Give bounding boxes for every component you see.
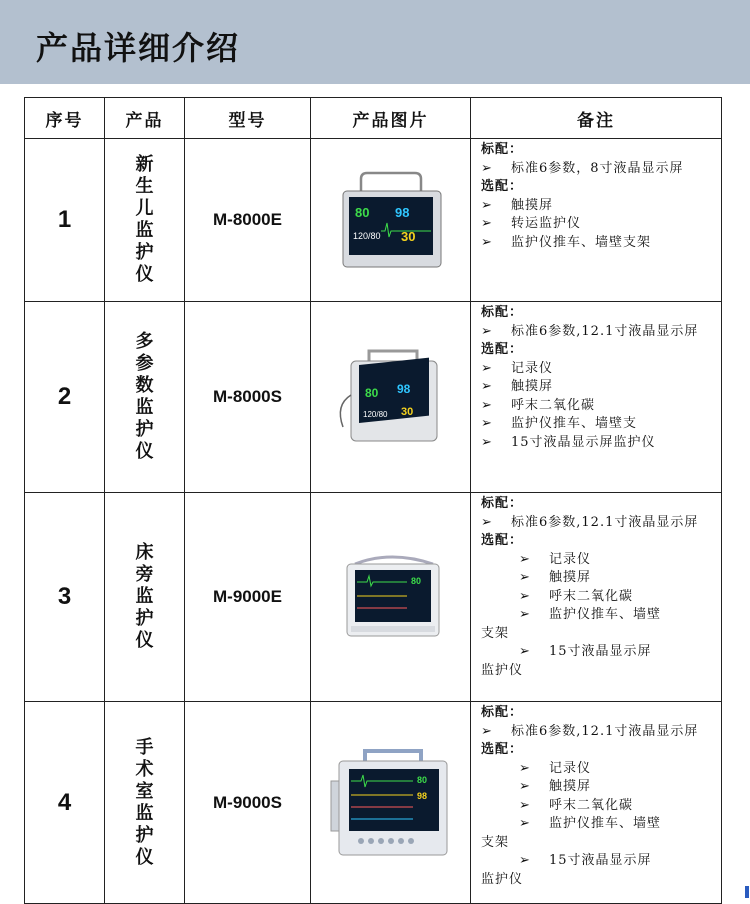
title-banner xyxy=(0,0,750,84)
bullet-arrow-icon: ➢ xyxy=(519,779,531,794)
bullet-arrow-icon: ➢ xyxy=(481,514,493,530)
bullet-arrow-icon: ➢ xyxy=(481,397,493,413)
product-name-cell xyxy=(105,139,185,302)
screen-value: 80 xyxy=(416,774,427,785)
model-number: M-9000S xyxy=(185,702,311,904)
list-item: ➢ 15寸液晶显示屏监护仪 xyxy=(481,434,715,453)
screen-value: 30 xyxy=(400,228,415,244)
bullet-arrow-icon: ➢ xyxy=(519,570,531,585)
notes-cell xyxy=(471,302,722,493)
product-name: 手术室监护仪 xyxy=(135,736,154,868)
product-name-cell xyxy=(105,702,185,904)
table-row xyxy=(25,139,722,302)
list-item: ➢ 触摸屏 xyxy=(481,569,715,588)
table-header-row xyxy=(25,98,722,139)
optional-label: 选配： xyxy=(481,179,524,194)
handle xyxy=(361,173,421,191)
header-notes: 备注 xyxy=(471,98,722,139)
header-no: 序号 xyxy=(25,98,105,139)
list-item: ➢ 触摸屏 xyxy=(481,197,715,216)
list-item: ➢ 标准6参数,12.1寸液晶显示屏 xyxy=(481,323,715,342)
list-item: ➢ 监护仪推车、墙壁 xyxy=(481,606,715,625)
list-item: ➢ 呼末二氧化碳 xyxy=(481,588,715,607)
row-number: 3 xyxy=(25,493,105,702)
optional-label: 选配： xyxy=(481,742,524,757)
product-table xyxy=(24,97,722,904)
list-item: ➢ 记录仪 xyxy=(481,760,715,779)
list-item: ➢ 监护仪推车、墙壁 xyxy=(481,815,715,834)
standard-label: 标配： xyxy=(481,305,524,320)
list-item: ➢ 标准6参数,12.1寸液晶显示屏 xyxy=(481,723,715,742)
screen-value: 120/80 xyxy=(352,230,381,241)
product-image xyxy=(311,302,471,493)
bullet-arrow-icon: ➢ xyxy=(519,644,531,659)
screen-value: 80 xyxy=(410,576,421,586)
standard-label: 标配： xyxy=(481,496,524,511)
monitor-image xyxy=(321,741,461,861)
standard-label: 标配： xyxy=(481,705,524,720)
bullet-arrow-icon: ➢ xyxy=(481,434,493,450)
list-item: ➢ 15寸液晶显示屏 xyxy=(481,643,715,662)
notes-cell xyxy=(471,139,722,302)
bullet-arrow-icon: ➢ xyxy=(481,197,493,213)
handle xyxy=(365,751,421,761)
list-item: ➢ 15寸液晶显示屏 xyxy=(481,852,715,871)
bullet-arrow-icon: ➢ xyxy=(519,551,531,567)
list-item: ➢ 触摸屏 xyxy=(481,378,715,397)
table-row xyxy=(25,493,722,702)
list-item: ➢ 呼末二氧化碳 xyxy=(481,797,715,816)
bullet-arrow-icon: ➢ xyxy=(481,323,493,339)
monitor-image xyxy=(321,540,461,650)
screen-value: 80 xyxy=(364,386,378,400)
list-item: ➢ 监护仪推车、墙壁支架 xyxy=(481,234,715,253)
table-row xyxy=(25,702,722,904)
screen-value: 98 xyxy=(416,790,427,801)
handle xyxy=(369,351,417,361)
list-item: ➢ 记录仪 xyxy=(481,551,715,570)
product-image xyxy=(311,702,471,904)
side-panel xyxy=(331,781,339,831)
bullet-arrow-icon: ➢ xyxy=(481,234,493,250)
product-name-cell xyxy=(105,302,185,493)
row-number: 2 xyxy=(25,302,105,493)
bullet-arrow-icon: ➢ xyxy=(519,607,531,622)
header-image: 产品图片 xyxy=(311,98,471,139)
model-number: M-8000E xyxy=(185,139,311,302)
list-item-continuation: 支架 xyxy=(481,625,510,641)
product-name-cell xyxy=(105,493,185,702)
bullet-arrow-icon: ➢ xyxy=(481,416,493,431)
table-row xyxy=(25,302,722,493)
handle xyxy=(355,557,433,564)
list-item: ➢ 标准6参数，8寸液晶显示屏 xyxy=(481,160,715,179)
row-number: 1 xyxy=(25,139,105,302)
list-item: ➢ 转运监护仪 xyxy=(481,215,715,234)
monitor-image xyxy=(321,161,461,276)
list-item: ➢ 触摸屏 xyxy=(481,778,715,797)
page-title: 产品详细介绍 xyxy=(36,29,241,67)
cable xyxy=(340,395,351,427)
notes-cell xyxy=(471,702,722,904)
bullet-arrow-icon: ➢ xyxy=(481,160,493,176)
list-item: ➢ 标准6参数,12.1寸液晶显示屏 xyxy=(481,514,715,533)
bullet-arrow-icon: ➢ xyxy=(481,379,493,394)
screen-value: 80 xyxy=(354,204,369,220)
product-name: 多参数监护仪 xyxy=(135,331,154,462)
model-number: M-9000E xyxy=(185,493,311,702)
header-product: 产品 xyxy=(105,98,185,139)
product-image xyxy=(311,493,471,702)
list-item: ➢ 记录仪 xyxy=(481,360,715,379)
bullet-arrow-icon: ➢ xyxy=(519,797,531,813)
screen-value: 98 xyxy=(396,382,410,396)
product-name: 床旁监护仪 xyxy=(135,542,154,651)
bullet-arrow-icon: ➢ xyxy=(519,816,531,831)
bullet-arrow-icon: ➢ xyxy=(519,760,531,776)
bullet-arrow-icon: ➢ xyxy=(481,216,493,231)
edge-marker xyxy=(745,886,749,898)
screen-value: 120/80 xyxy=(362,410,387,419)
list-item-continuation: 监护仪 xyxy=(481,662,524,678)
bullet-arrow-icon: ➢ xyxy=(519,588,531,604)
row-number: 4 xyxy=(25,702,105,904)
bullet-arrow-icon: ➢ xyxy=(481,723,493,739)
header-model: 型号 xyxy=(185,98,311,139)
optional-label: 选配： xyxy=(481,533,524,548)
list-item-continuation: 支架 xyxy=(481,834,510,850)
screen-value: 30 xyxy=(400,406,413,418)
control-strip xyxy=(351,626,435,632)
list-item-continuation: 监护仪 xyxy=(481,871,524,887)
product-name: 新生儿监护仪 xyxy=(135,154,154,285)
bullet-arrow-icon: ➢ xyxy=(519,853,531,868)
monitor-image xyxy=(321,335,461,455)
list-item: ➢ 监护仪推车、墙壁支 xyxy=(481,415,715,434)
optional-label: 选配： xyxy=(481,342,524,357)
notes-cell xyxy=(471,493,722,702)
bullet-arrow-icon: ➢ xyxy=(481,360,493,376)
screen-value: 98 xyxy=(394,204,409,220)
model-number: M-8000S xyxy=(185,302,311,493)
standard-label: 标配： xyxy=(481,142,524,157)
list-item: ➢ 呼末二氧化碳 xyxy=(481,397,715,416)
product-image xyxy=(311,139,471,302)
